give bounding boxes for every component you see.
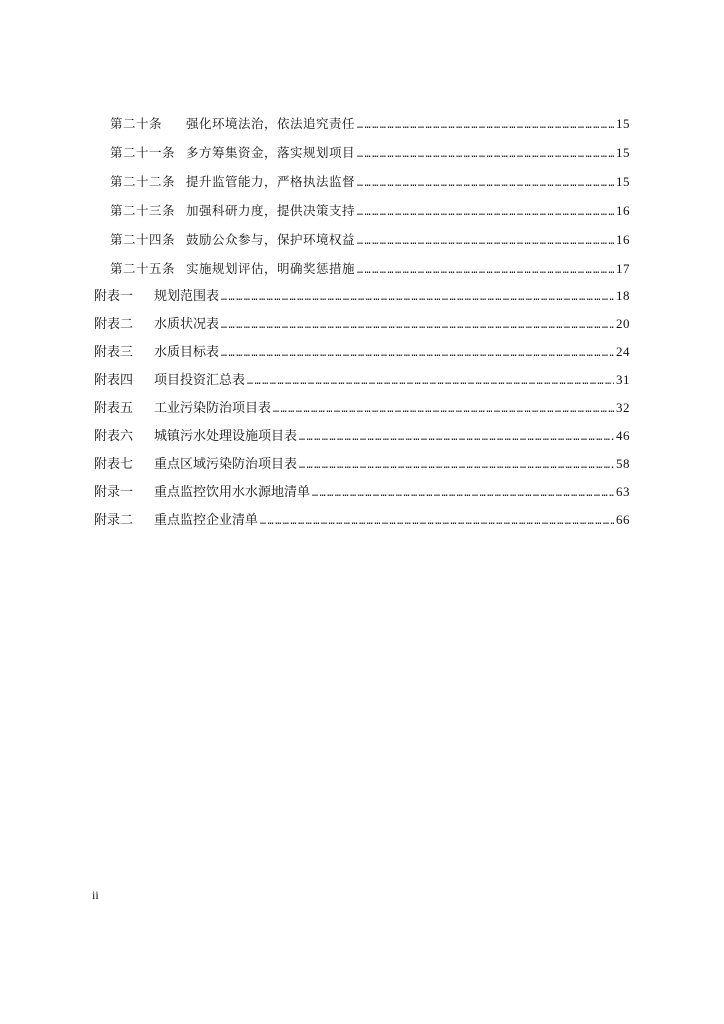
toc-entry-article[interactable] xyxy=(110,170,630,194)
toc-entry-number: 附表五 xyxy=(94,401,134,416)
toc-entry-title: 加强科研力度，提供决策支持 xyxy=(186,203,356,218)
toc-leader-dots xyxy=(221,342,614,366)
toc-entry-article[interactable] xyxy=(110,112,630,136)
toc-entry-number: 附录二 xyxy=(94,513,134,528)
toc-entry-page: 46 xyxy=(616,428,630,443)
toc-entry-page: 18 xyxy=(616,288,630,303)
toc-leader-dots xyxy=(357,172,614,196)
toc-entry-appendix[interactable] xyxy=(94,396,630,420)
toc-entry-page: 15 xyxy=(616,174,630,189)
toc-leader-dots xyxy=(299,426,614,450)
toc-leader-dots xyxy=(357,201,614,225)
toc-leader-dots xyxy=(357,230,614,254)
toc-entry-page: 17 xyxy=(616,261,630,276)
toc-leader-dots xyxy=(357,259,614,283)
toc-entry-title: 多方筹集资金，落实规划项目 xyxy=(186,145,356,160)
toc-entry-page: 58 xyxy=(616,456,630,471)
toc-entry-article[interactable] xyxy=(110,228,630,252)
toc-entry-page: 66 xyxy=(616,512,630,527)
toc-leader-dots xyxy=(221,286,614,310)
toc-entry-appendix[interactable] xyxy=(94,340,630,364)
toc-entry-number: 附表四 xyxy=(94,373,134,388)
toc-entry-number: 附表一 xyxy=(94,289,134,304)
toc-entry-title: 鼓励公众参与，保护环境权益 xyxy=(186,232,356,247)
toc-entry-number: 第二十三条 xyxy=(110,203,176,218)
toc-entry-number: 第二十一条 xyxy=(110,145,176,160)
toc-entry-appendix[interactable] xyxy=(94,480,630,504)
toc-entry-appendix[interactable] xyxy=(94,284,630,308)
toc-leader-dots xyxy=(357,143,614,167)
toc-entry-article[interactable] xyxy=(110,141,630,165)
toc-entry-title: 实施规划评估，明确奖惩措施 xyxy=(186,261,356,276)
toc-entry-number: 第二十二条 xyxy=(110,174,176,189)
toc-entry-title: 水质目标表 xyxy=(154,345,220,360)
toc-entry-title: 规划范围表 xyxy=(154,289,220,304)
toc-entry-title: 重点监控饮用水水源地清单 xyxy=(154,485,311,500)
toc-entry-title: 项目投资汇总表 xyxy=(154,373,246,388)
toc-entry-appendix[interactable] xyxy=(94,424,630,448)
toc-entry-number: 附表七 xyxy=(94,457,134,472)
toc-entry-appendix[interactable] xyxy=(94,312,630,336)
toc-leader-dots xyxy=(299,454,614,478)
page-number: ii xyxy=(92,888,99,902)
toc-entry-title: 重点区域污染防治项目表 xyxy=(154,457,298,472)
toc-entry-page: 63 xyxy=(616,484,630,499)
toc-entry-title: 重点监控企业清单 xyxy=(154,513,259,528)
toc-entry-appendix[interactable] xyxy=(94,368,630,392)
toc-leader-dots xyxy=(221,314,614,338)
toc-entry-number: 附表六 xyxy=(94,429,134,444)
toc-entry-number: 第二十五条 xyxy=(110,261,176,276)
toc-leader-dots xyxy=(273,398,614,422)
toc-entry-page: 31 xyxy=(616,372,630,387)
toc-entry-title: 工业污染防治项目表 xyxy=(154,401,272,416)
toc-entry-article[interactable] xyxy=(110,199,630,223)
toc-entry-number: 附录一 xyxy=(94,485,134,500)
toc-entry-page: 16 xyxy=(616,232,630,247)
toc-entry-number: 附表二 xyxy=(94,317,134,332)
toc-entry-page: 16 xyxy=(616,203,630,218)
toc-entry-title: 水质状况表 xyxy=(154,317,220,332)
toc-entry-number: 第二十四条 xyxy=(110,232,176,247)
toc-entry-page: 20 xyxy=(616,316,630,331)
toc-entry-appendix[interactable] xyxy=(94,508,630,532)
toc-entry-number: 第二十条 xyxy=(110,116,163,131)
toc-entry-article[interactable] xyxy=(110,257,630,281)
toc-leader-dots xyxy=(357,114,614,138)
toc-leader-dots xyxy=(312,482,614,506)
toc-leader-dots xyxy=(260,510,614,534)
toc-entry-title: 强化环境法治，依法追究责任 xyxy=(186,116,356,131)
toc-entry-page: 24 xyxy=(616,344,630,359)
toc-entry-page: 15 xyxy=(616,116,630,131)
toc-entry-number: 附表三 xyxy=(94,345,134,360)
toc-entry-appendix[interactable] xyxy=(94,452,630,476)
toc-entry-title: 城镇污水处理设施项目表 xyxy=(154,429,298,444)
toc-entry-page: 15 xyxy=(616,145,630,160)
toc-entry-title: 提升监管能力，严格执法监督 xyxy=(186,174,356,189)
toc-entry-page: 32 xyxy=(616,400,630,415)
toc-leader-dots xyxy=(247,370,614,394)
